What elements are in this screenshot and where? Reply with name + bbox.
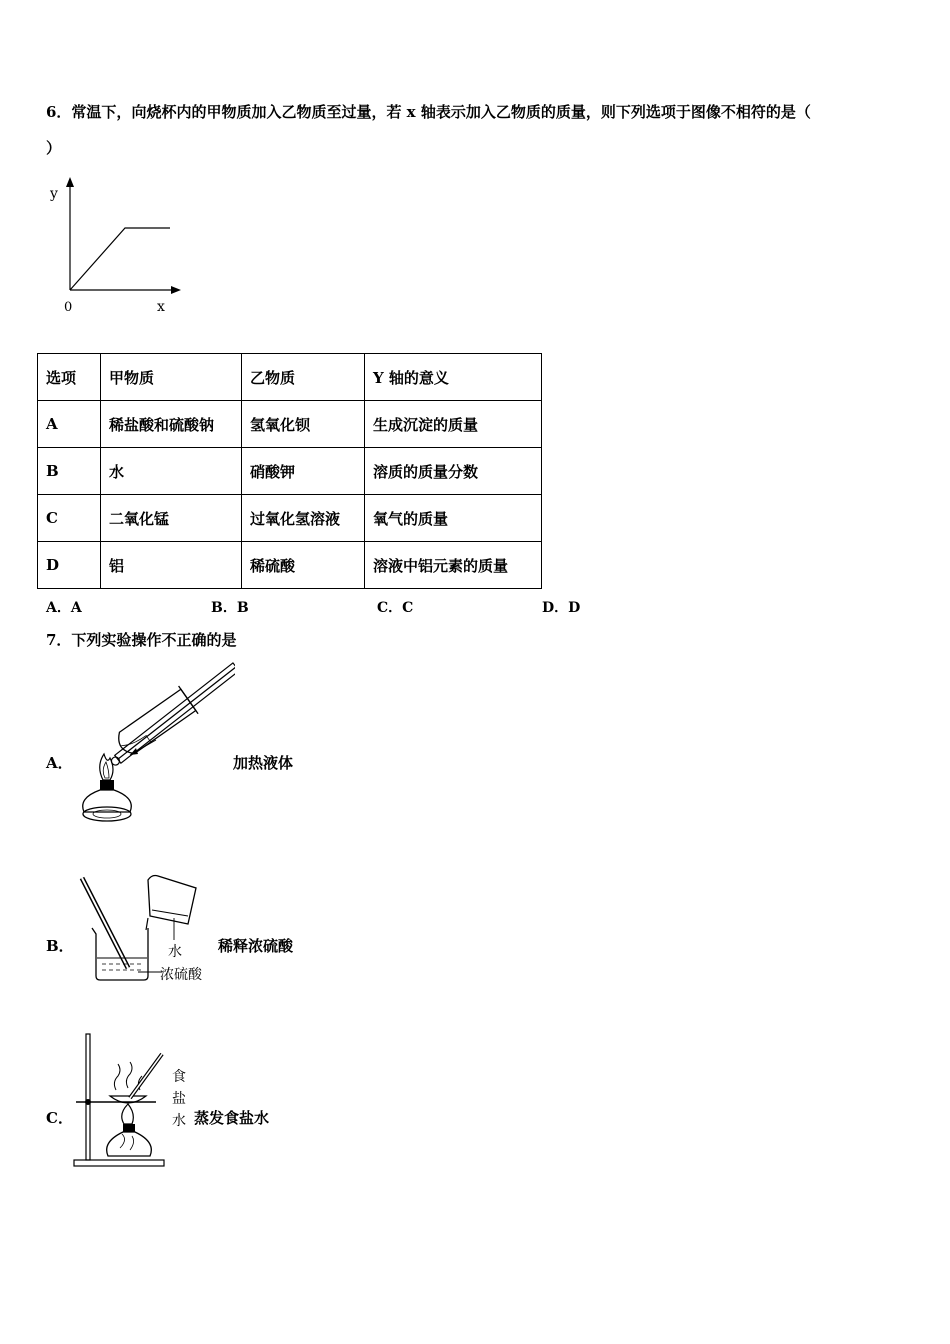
cell-y-meaning: 溶质的质量分数 [365, 448, 542, 495]
header-substance-b: 乙物质 [242, 354, 365, 401]
cell-substance-b: 过氧化氢溶液 [242, 495, 365, 542]
q6-choice-a[interactable]: A．A [46, 600, 82, 616]
evaporating-saltwater-figure [70, 1030, 180, 1170]
q7-option-c-caption: 蒸发食盐水 [194, 1109, 270, 1127]
cell-substance-b: 硝酸钾 [242, 448, 365, 495]
table-row [38, 401, 542, 448]
cell-option: D [38, 542, 101, 589]
q6-graph-y-label: y [50, 186, 58, 202]
table-header-row [38, 354, 542, 401]
fig-label-conc-acid: 浓硫酸 [160, 967, 202, 983]
q6-stem-line2: ） [46, 139, 62, 157]
q7-option-b-letter[interactable]: B． [46, 937, 74, 955]
q6-graph-origin-label: 0 [64, 300, 73, 315]
fig-label-water: 水 [168, 944, 182, 960]
cell-substance-a: 二氧化锰 [101, 495, 242, 542]
table-row [38, 495, 542, 542]
cell-option: A [38, 401, 101, 448]
q7-option-a-letter[interactable]: A． [46, 754, 73, 772]
table-row [38, 448, 542, 495]
q6-graph [40, 175, 190, 320]
q6-choice-b[interactable]: B．B [211, 600, 249, 616]
cell-substance-b: 氢氧化钡 [242, 401, 365, 448]
cell-option: C [38, 495, 101, 542]
cell-y-meaning: 氧气的质量 [365, 495, 542, 542]
cell-y-meaning: 生成沉淀的质量 [365, 401, 542, 448]
q7-stem: 7．下列实验操作不正确的是 [46, 631, 237, 649]
fig-label-salt: 盐 [172, 1091, 186, 1107]
cell-substance-a: 水 [101, 448, 242, 495]
table-row [38, 542, 542, 589]
q6-options-table [37, 353, 542, 589]
cell-option: B [38, 448, 101, 495]
header-y-meaning: Y 轴的意义 [365, 354, 542, 401]
q7-option-c-letter[interactable]: C． [46, 1109, 73, 1127]
fig-label-food: 食 [172, 1069, 186, 1085]
heating-liquid-figure [70, 662, 235, 830]
header-option: 选项 [38, 354, 101, 401]
q6-choice-c[interactable]: C．C [377, 600, 414, 616]
q6-graph-x-label: x [157, 299, 165, 315]
q6-choice-d[interactable]: D．D [542, 600, 581, 616]
header-substance-a: 甲物质 [101, 354, 242, 401]
cell-substance-a: 稀盐酸和硫酸钠 [101, 401, 242, 448]
q7-option-a-caption: 加热液体 [233, 754, 294, 772]
cell-substance-b: 稀硫酸 [242, 542, 365, 589]
q6-stem-line1: 6．常温下，向烧杯内的甲物质加入乙物质至过量，若 x 轴表示加入乙物质的质量，则下列选项于图像不相符的是（ [46, 103, 811, 121]
q6-graph-line [70, 228, 170, 290]
q7-option-b-caption: 稀释浓硫酸 [218, 937, 294, 955]
fig-label-water-c: 水 [172, 1113, 186, 1129]
cell-substance-a: 铝 [101, 542, 242, 589]
cell-y-meaning: 溶液中铝元素的质量 [365, 542, 542, 589]
